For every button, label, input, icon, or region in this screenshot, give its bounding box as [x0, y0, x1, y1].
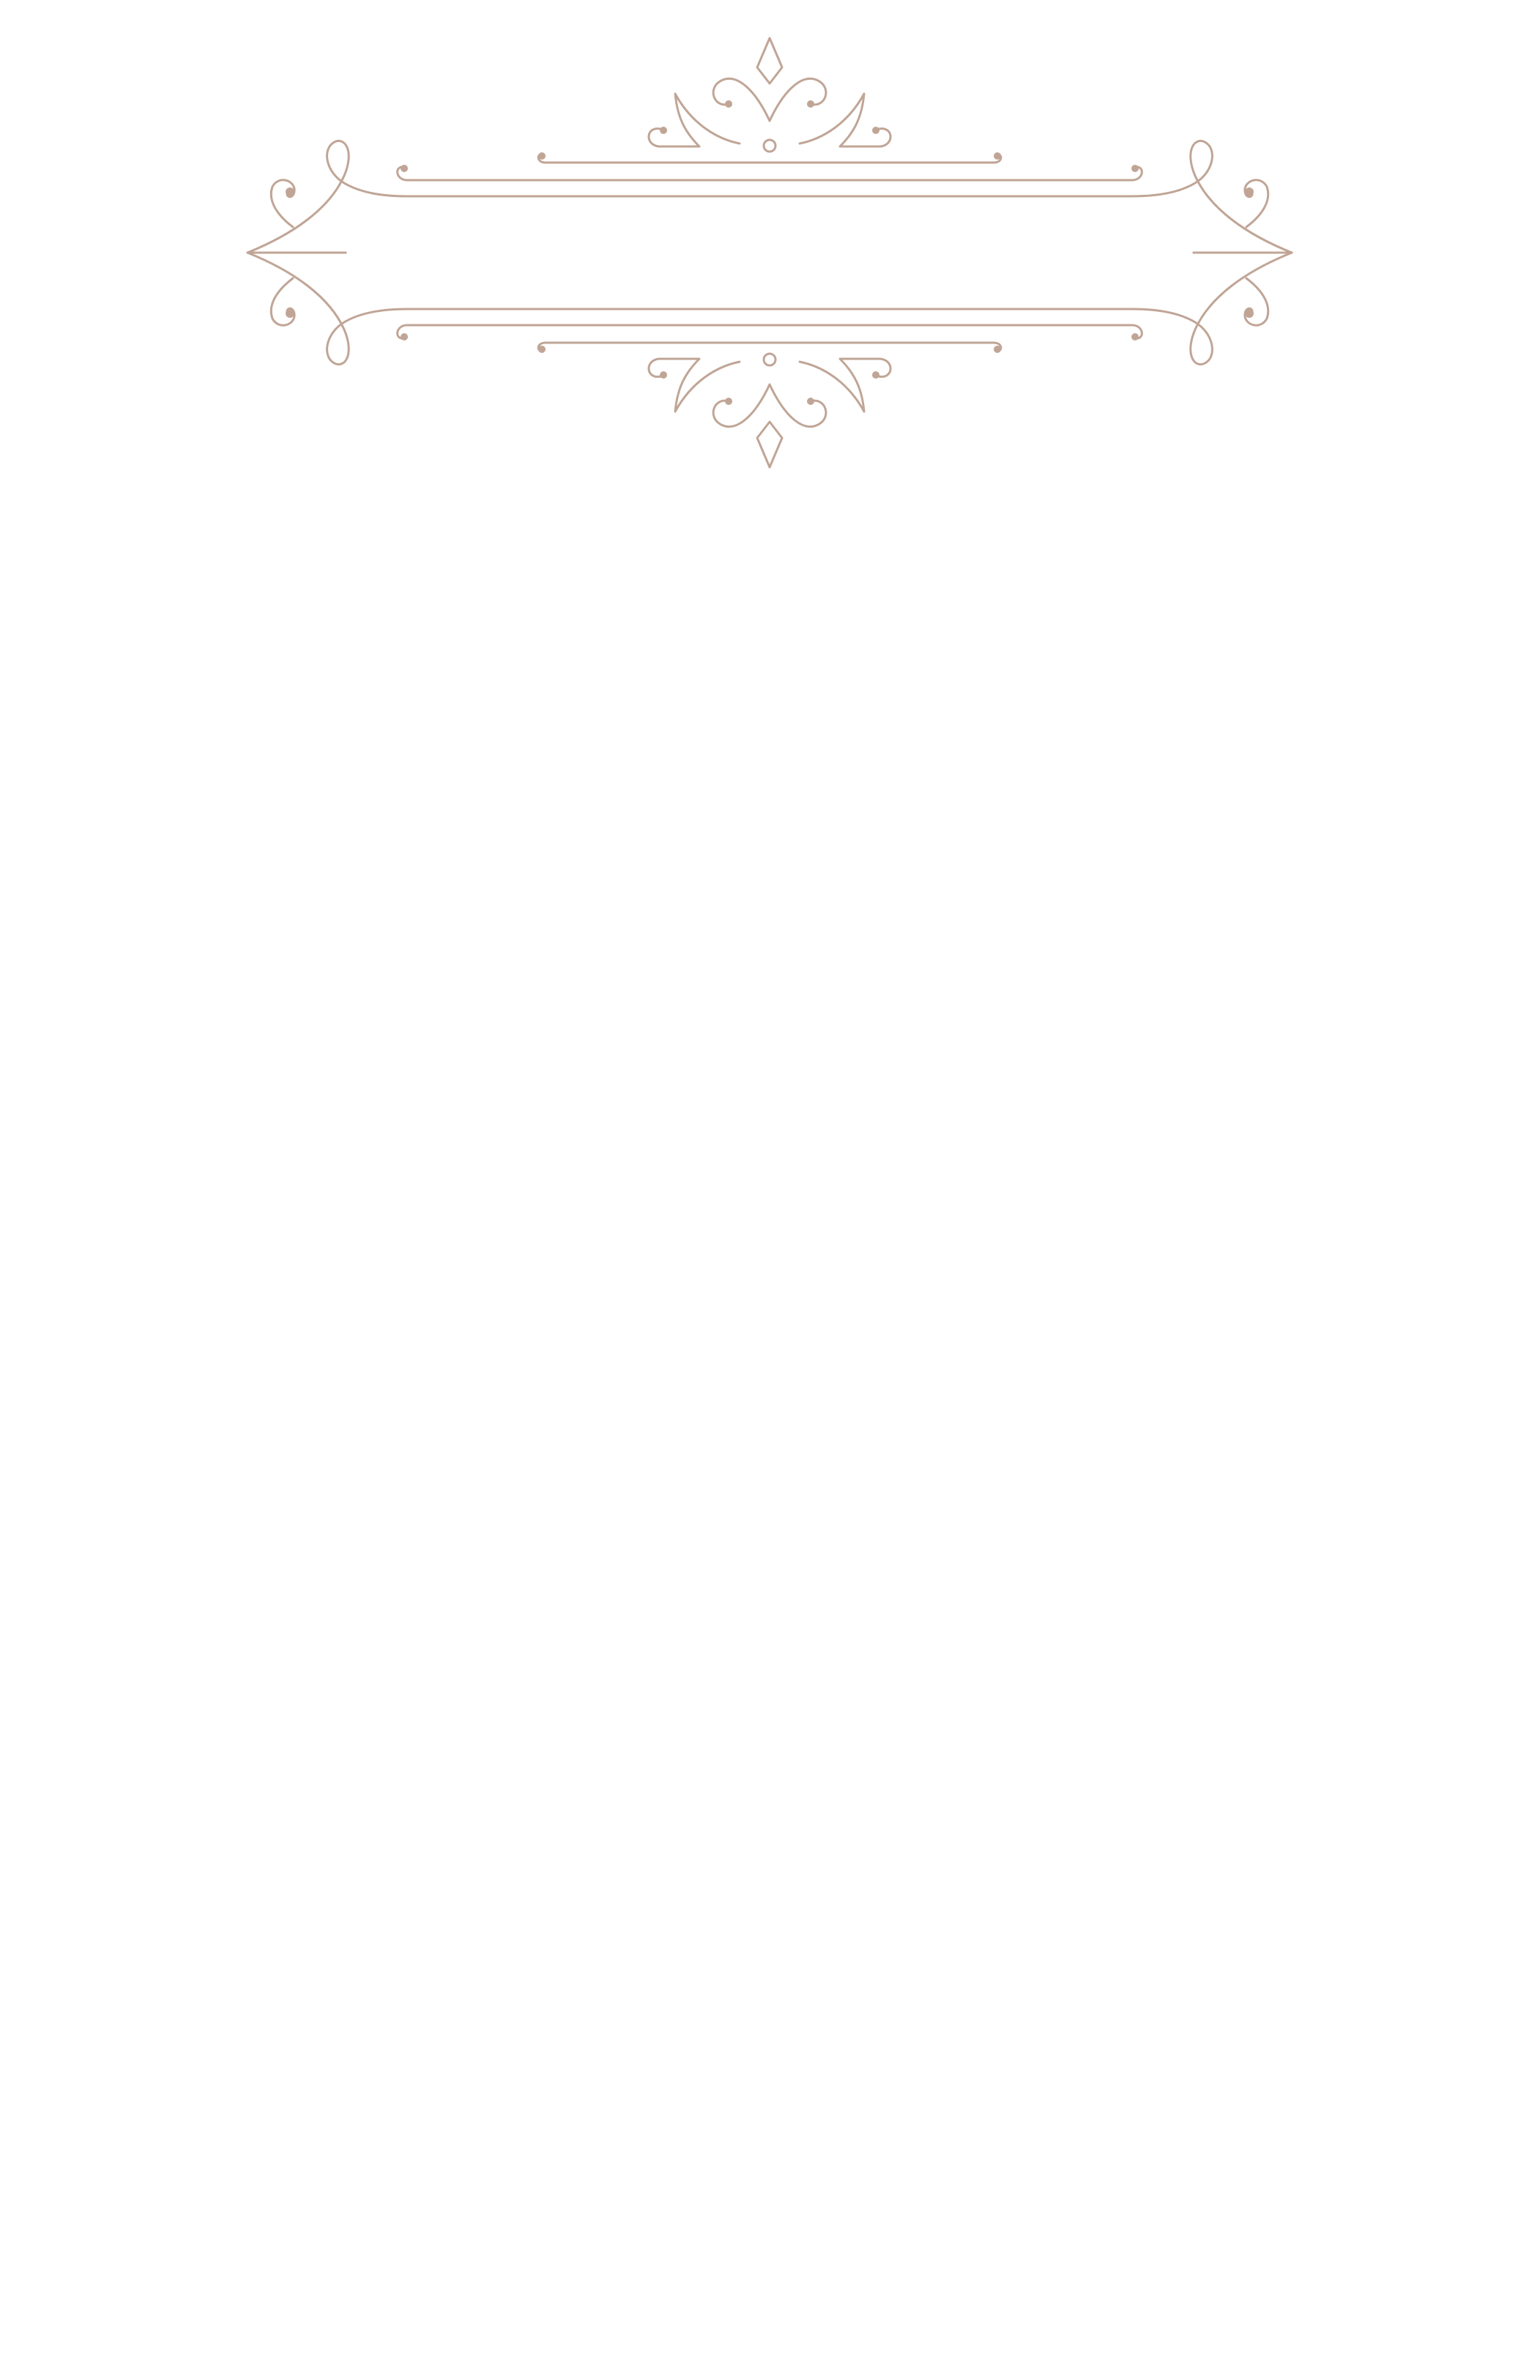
- ornamental-frame-icon: [0, 0, 1540, 498]
- ornamental-frame: [0, 0, 1540, 498]
